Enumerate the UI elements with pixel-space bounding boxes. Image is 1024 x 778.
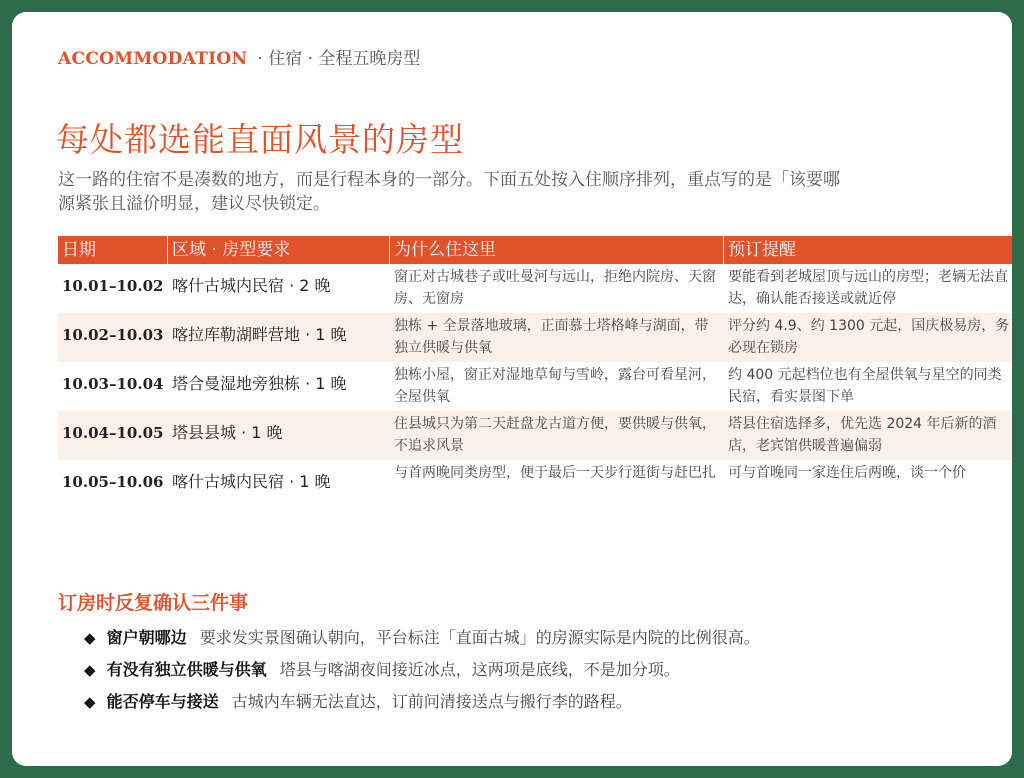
check-title: 窗户朝哪边 xyxy=(106,628,187,647)
cell-area: 喀什古城内民宿 · 2 晚 xyxy=(172,276,331,295)
table-row xyxy=(58,411,1012,460)
cell-note: 塔县住宿选择多，优先选 2024 年后新的酒店，老宾馆供暖普遍偏弱 xyxy=(728,416,997,454)
cell-note: 约 400 元起档位也有全屋供氧与星空的同类民宿，看实景图下单 xyxy=(728,367,1002,405)
cell-date: 10.01–10.02 xyxy=(62,277,164,295)
section-label-en: ACCOMMODATION xyxy=(58,49,248,69)
table-header xyxy=(58,236,1012,264)
header-area: 区域 · 房型要求 xyxy=(168,236,390,264)
table-row xyxy=(58,362,1012,411)
accommodation-table xyxy=(58,236,1012,509)
cell-date: 10.05–10.06 xyxy=(62,473,164,491)
header-why: 为什么住这里 xyxy=(390,236,724,264)
checklist xyxy=(84,622,1004,718)
cell-why: 独栋 + 全景落地玻璃，正面慕士塔格峰与湖面，带独立供暖与供氧 xyxy=(394,318,709,356)
cell-note: 要能看到老城屋顶与远山的房型；老辆无法直达，确认能否接送或就近停 xyxy=(728,269,1008,307)
cell-note: 可与首晚同一家连住后两晚，谈一个价 xyxy=(728,465,966,481)
intro-line-1: 这一路的住宿不是凑数的地方，而是行程本身的一部分。下面五处按入住顺序排列，重点写的是「该要哪 xyxy=(58,170,840,190)
checklist-item xyxy=(84,686,1004,718)
cell-why: 独栋小屋，窗正对湿地草甸与雪岭，露台可看星河，全屋供氧 xyxy=(394,367,716,405)
cell-note: 评分约 4.9、约 1300 元起，国庆极易房，务必现在锁房 xyxy=(728,318,1010,356)
cell-why: 与首两晚同类房型，便于最后一天步行逛街与赶巴扎 xyxy=(394,465,716,481)
table-row xyxy=(58,264,1012,313)
checklist-item xyxy=(84,654,1004,686)
check-desc: 古城内车辆无法直达，订前问清接送点与搬行李的路程。 xyxy=(231,692,632,711)
cell-area: 喀拉库勒湖畔营地 · 1 晚 xyxy=(172,325,347,344)
header-note: 预订提醒 xyxy=(724,236,1012,264)
cell-why: 窗正对古城巷子或吐曼河与远山，拒绝内院房、天窗房、无窗房 xyxy=(394,269,716,307)
checklist-title: 订房时反复确认三件事 xyxy=(58,592,249,614)
page-title: 每处都选能直面风景的房型 xyxy=(56,120,464,159)
section-label-zh: · 住宿 · 全程五晚房型 xyxy=(257,49,421,69)
table-row xyxy=(58,313,1012,362)
diamond-bullet-icon: ◆ xyxy=(84,693,96,711)
section-label xyxy=(58,44,420,69)
check-title: 能否停车与接送 xyxy=(106,692,219,711)
table-row xyxy=(58,460,1012,509)
intro-line-2: 源紧张且溢价明显，建议尽快锁定。 xyxy=(58,194,330,214)
check-title: 有没有独立供暖与供氧 xyxy=(106,660,267,679)
cell-why: 住县城只为第二天赶盘龙古道方便，要供暖与供氧，不追求风景 xyxy=(394,416,716,454)
check-desc: 塔县与喀湖夜间接近冰点，这两项是底线，不是加分项。 xyxy=(279,660,680,679)
cell-area: 塔县县城 · 1 晚 xyxy=(172,423,283,442)
cell-date: 10.04–10.05 xyxy=(62,424,164,442)
checklist-item xyxy=(84,622,1004,654)
intro-paragraph xyxy=(58,168,1012,216)
cell-date: 10.03–10.04 xyxy=(62,375,164,393)
cell-area: 塔合曼湿地旁独栋 · 1 晚 xyxy=(172,374,347,393)
cell-area: 喀什古城内民宿 · 1 晚 xyxy=(172,472,331,491)
diamond-bullet-icon: ◆ xyxy=(84,629,96,647)
content-card xyxy=(12,12,1012,766)
check-desc: 要求发实景图确认朝向，平台标注「直面古城」的房源实际是内院的比例很高。 xyxy=(199,628,760,647)
cell-date: 10.02–10.03 xyxy=(62,326,164,344)
header-date: 日期 xyxy=(58,236,168,264)
diamond-bullet-icon: ◆ xyxy=(84,661,96,679)
